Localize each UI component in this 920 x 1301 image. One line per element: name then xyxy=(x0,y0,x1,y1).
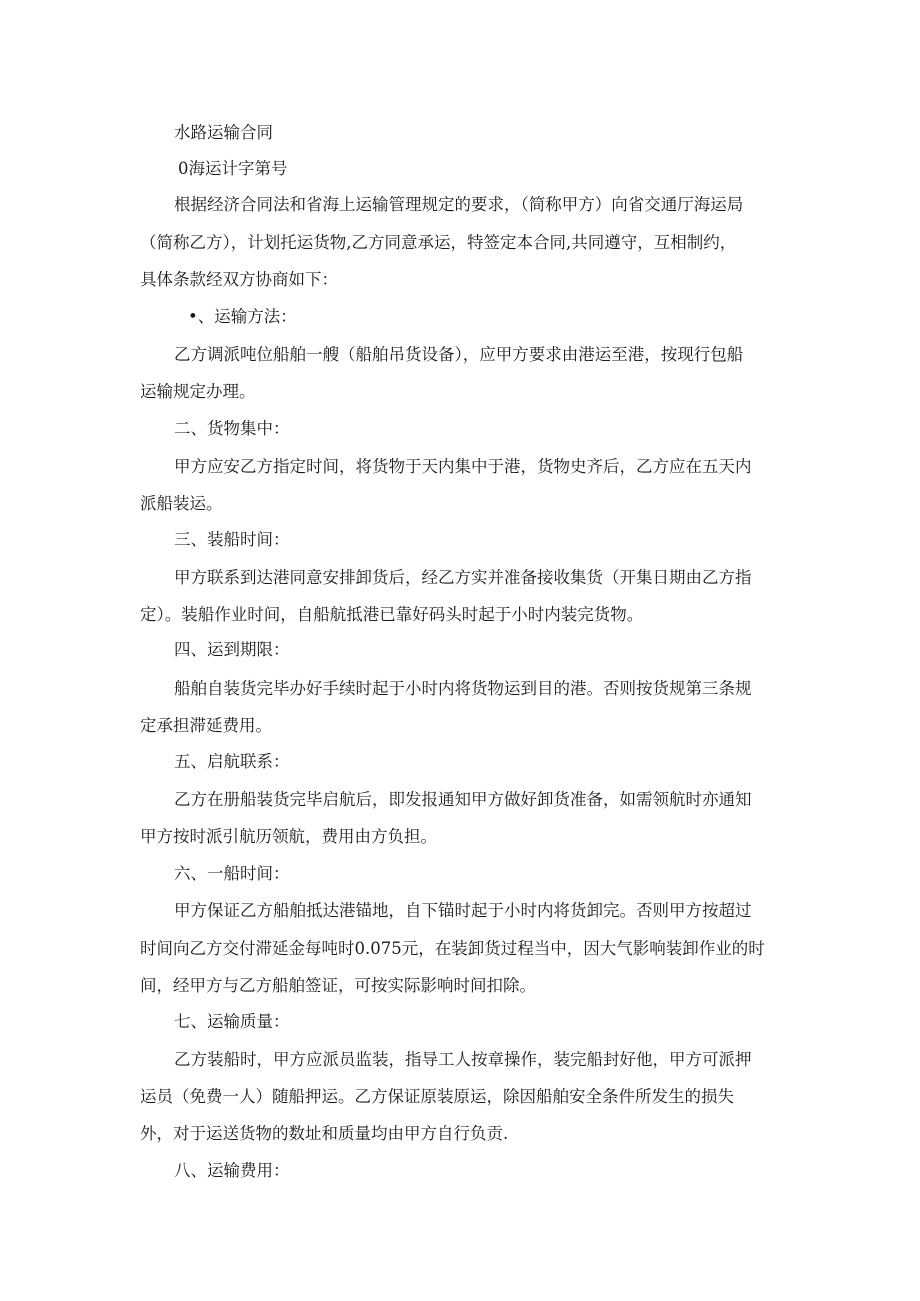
section-heading: 二、货物集中： xyxy=(174,419,290,438)
section-line: 派船装运。 xyxy=(140,494,223,513)
section-line: 甲方保证乙方船舶抵达港锚地，自下锚时起于小时内将货卸完。否则甲方按超过 xyxy=(174,901,752,920)
section-line: 甲方联系到达港同意安排卸货后，经乙方实并准备接收集货（开集日期由乙方指 xyxy=(174,568,752,587)
section-line: 间，经甲方与乙方船舶签证，可按实际影响时间扣除。 xyxy=(140,976,536,995)
section-heading: 三、装船时间： xyxy=(174,530,290,549)
document-title: 水路运输合同 xyxy=(174,123,273,142)
section-line: 乙方调派吨位船舶一艘（船舶吊货设备），应甲方要求由港运至港，按现行包船 xyxy=(174,345,744,364)
section-line: 定承担滞延费用。 xyxy=(140,716,272,735)
preamble-line: 具体条款经双方协商如下： xyxy=(140,270,338,289)
section-line: 外，对于运送货物的数址和质量均由甲方自行负贡. xyxy=(140,1124,509,1143)
contract-number: 0海运计字第号 xyxy=(178,159,288,178)
section-line: 运员（免费一人）随船押运。乙方保证原装原运，除因船舶安全条件所发生的损失 xyxy=(140,1087,734,1106)
section-line: 乙方在册船装货完毕启航后，即发报通知甲方做好卸货准备，如需领航时亦通知 xyxy=(174,790,752,809)
section-line: 运输规定办理。 xyxy=(140,382,256,401)
section-line: 定）。装船作业时间，自船航抵港已靠好码头时起于小时内装完货物。 xyxy=(140,605,644,624)
section-line: 乙方装船时，甲方应派员监装，指导工人按章操作，装完船封好他，甲方可派押 xyxy=(174,1050,752,1069)
section-heading: 七、运输质量： xyxy=(174,1012,290,1031)
section-line: 甲方按时派引航历领航，费用由方负担。 xyxy=(140,827,437,846)
section-line: 甲方应安乙方指定时间，将货物于天内集中于港，货物史齐后，乙方应在五天内 xyxy=(174,457,752,476)
preamble-line: （简称乙方），计划托运货物,乙方同意承运，特签定本合同,共同遵守，互相制约， xyxy=(140,233,737,252)
preamble-line: 根据经济合同法和省海上运输管理规定的要求，（简称甲方）向省交通厅海运局 xyxy=(174,195,744,214)
section-heading: 八、运输费用： xyxy=(174,1161,290,1180)
section-heading: 五、启航联系： xyxy=(174,752,290,771)
section-line: 时间向乙方交付滞延金每吨时0.075元，在装卸货过程当中，因大气影响装卸作业的时 xyxy=(140,939,765,958)
section-heading: 四、运到期限： xyxy=(174,640,290,659)
section-heading: 六、一船时间： xyxy=(174,864,290,883)
section-line: 船舶自装货完毕办好手续时起于小时内将货物运到目的港。否则按货规第三条规 xyxy=(174,679,752,698)
section-heading: •、运输方法： xyxy=(188,307,297,326)
